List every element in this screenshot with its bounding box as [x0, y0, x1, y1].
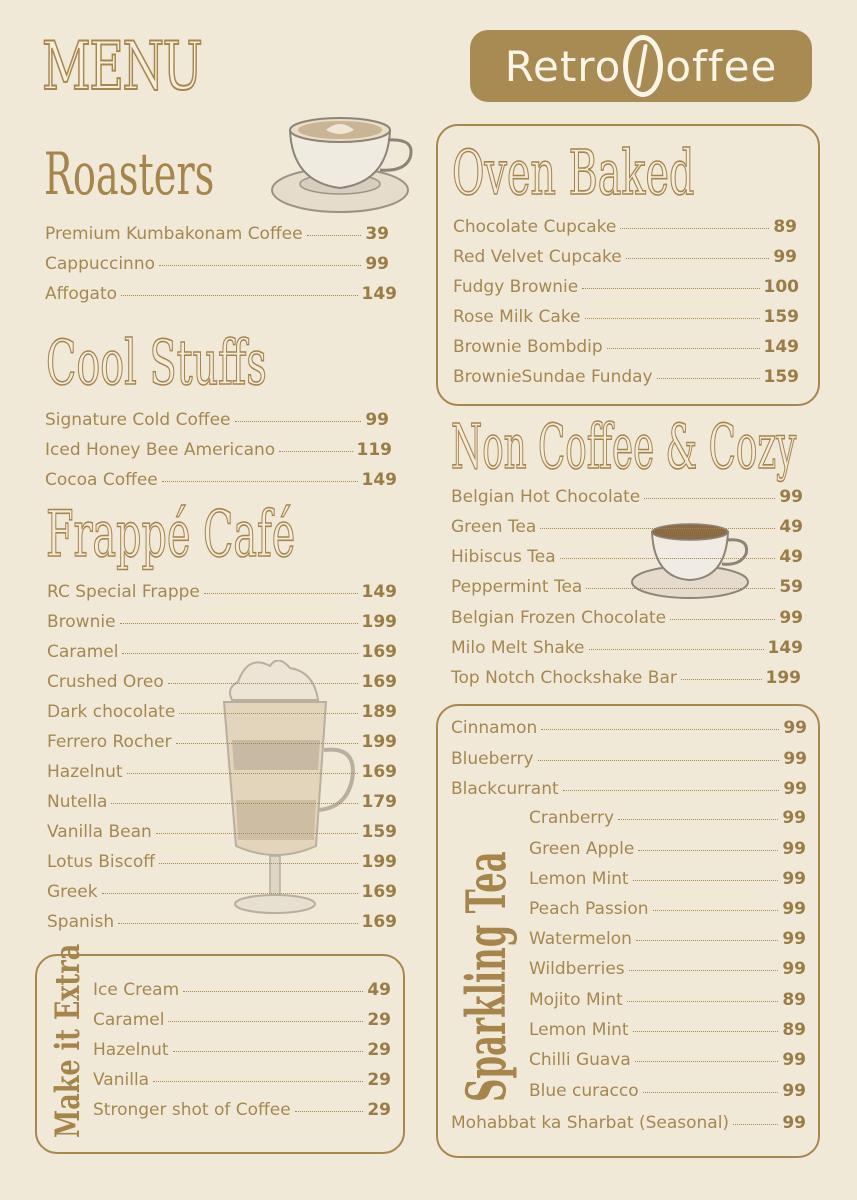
list-item: Iced Honey Bee Americano 119: [45, 440, 392, 460]
list-item: Spanish 169: [47, 912, 397, 932]
list-item: Peach Passion 99: [529, 899, 806, 919]
list-item: Cranberry 99: [529, 808, 806, 828]
list-item: Signature Cold Coffee 99: [45, 410, 389, 430]
list-item: Stronger shot of Coffee 29: [93, 1100, 391, 1120]
list-item: Wildberries 99: [529, 959, 806, 979]
list-item: Ice Cream 49: [93, 980, 391, 1000]
cool-stuffs-heading: Cool Stuffs: [46, 326, 267, 399]
list-item: Brownie 199: [47, 612, 397, 632]
list-item: Chocolate Cupcake 89: [453, 217, 797, 237]
list-item: Hazelnut 29: [93, 1040, 391, 1060]
list-item: Cocoa Coffee 149: [45, 470, 397, 490]
coffee-bean-icon: [623, 35, 663, 97]
list-item: Cinnamon 99: [451, 718, 807, 738]
list-item: Green Tea 49: [451, 517, 803, 537]
list-item: Dark chocolate 189: [47, 702, 397, 722]
list-item: Blue curacco 99: [529, 1081, 806, 1101]
list-item: Green Apple 99: [529, 839, 806, 859]
logo-text-left: Retro: [504, 41, 622, 91]
list-item: Rose Milk Cake 159: [453, 307, 799, 327]
list-item: Hazelnut 169: [47, 762, 397, 782]
list-item: RC Special Frappe 149: [47, 582, 397, 602]
non-coffee-heading: Non Coffee & Cozy: [451, 410, 797, 483]
list-item: Nutella 179: [47, 792, 397, 812]
list-item: Lemon Mint 99: [529, 869, 806, 889]
list-item: Caramel 29: [93, 1010, 391, 1030]
list-item: Lemon Mint 89: [529, 1020, 806, 1040]
frappe-heading: Frappé Café: [46, 498, 296, 572]
list-item: Blackcurrant 99: [451, 779, 807, 799]
list-item: Chilli Guava 99: [529, 1050, 806, 1070]
list-item: Crushed Oreo 169: [47, 672, 397, 692]
menu-title: MENU: [42, 28, 202, 105]
list-item: Cappuccinno 99: [45, 254, 389, 274]
list-item: Premium Kumbakonam Coffee 39: [45, 224, 389, 244]
list-item: Belgian Hot Chocolate 99: [451, 487, 803, 507]
list-item: BrownieSundae Funday 159: [453, 367, 799, 387]
list-item: Caramel 169: [47, 642, 397, 662]
list-item: Watermelon 99: [529, 929, 806, 949]
roasters-heading: Roasters: [44, 140, 215, 208]
list-item: Top Notch Chockshake Bar 199: [451, 668, 801, 688]
retro-coffee-logo: [470, 30, 812, 102]
logo-text-right: offee: [665, 41, 778, 91]
coffee-cup-icon: [268, 112, 420, 218]
list-item: Vanilla 29: [93, 1070, 391, 1090]
list-item: Brownie Bombdip 149: [453, 337, 799, 357]
seasonal-item: Mohabbat ka Sharbat (Seasonal) 99: [451, 1113, 806, 1133]
list-item: Belgian Frozen Chocolate 99: [451, 608, 803, 628]
list-item: Lotus Biscoff 199: [47, 852, 397, 872]
list-item: Ferrero Rocher 199: [47, 732, 397, 752]
list-item: Fudgy Brownie 100: [453, 277, 799, 297]
list-item: Milo Melt Shake 149: [451, 638, 803, 658]
list-item: Peppermint Tea 59: [451, 577, 803, 597]
list-item: Greek 169: [47, 882, 397, 902]
list-item: Red Velvet Cupcake 99: [453, 247, 797, 267]
sparkling-tea-heading: Sparkling Tea: [454, 851, 518, 1102]
list-item: Vanilla Bean 159: [47, 822, 397, 842]
list-item: Affogato 149: [45, 284, 397, 304]
make-it-extra-heading: Make it Extra: [48, 943, 88, 1138]
list-item: Hibiscus Tea 49: [451, 547, 803, 567]
list-item: Mojito Mint 89: [529, 990, 806, 1010]
list-item: Blueberry 99: [451, 749, 807, 769]
oven-baked-heading: Oven Baked: [452, 136, 695, 209]
